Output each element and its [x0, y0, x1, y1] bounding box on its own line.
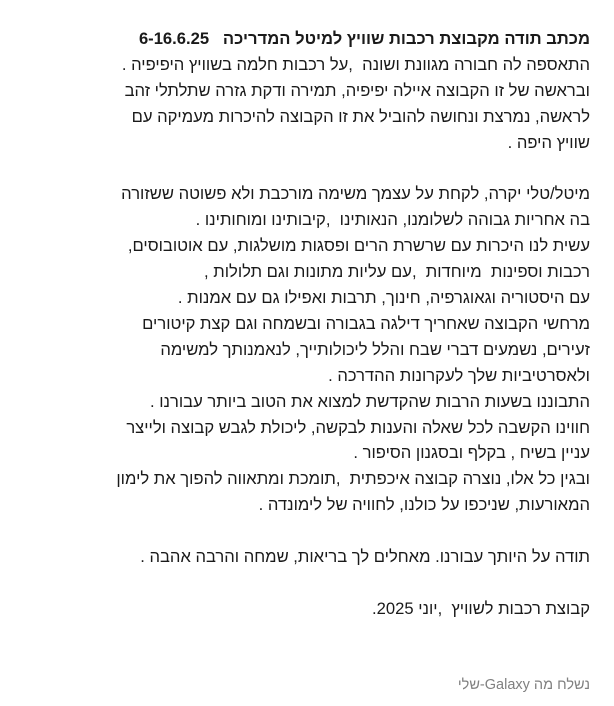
paragraph-spacer — [12, 570, 590, 596]
signature-line: קבוצת רכבות לשוויץ ,יוני 2025. — [372, 598, 590, 618]
paragraph1-line: לראשה, נמרצת ונחושה להוביל את זו הקבוצה להיכרות מעמיקה עם — [131, 106, 590, 126]
paragraph2-line: עם היסטוריה וגאוגרפיה, חינוך, תרבות ואפילו גם עם אמנות . — [177, 288, 590, 308]
paragraph1-line: ובראשה של זו הקבוצה איילה יפיפיה, תמירה ודקת גזרה שתלתלי זהב — [124, 80, 590, 100]
paragraph2-line: רכבות וספינות מיוחדות ,עם עליות מתונות וגם תלולות , — [204, 262, 590, 282]
paragraph2-line: מרחשי הקבוצה שאחריך דילגה בגבורה ובשמחה וגם קצת קיטורים — [142, 313, 590, 333]
paragraph2-line: זעירים, נשמעים דברי שבח והלל ליכולותייך, לנאמנותך למשימה — [160, 339, 590, 359]
paragraph2-line: עשית לנו היכרות עם שרשרת הרים ופסגות מושלגות, עם אוטובוסים, — [127, 236, 590, 256]
paragraph2-line: התבוננו בשעות הרבות שהקדשת למצוא את הטוב ביותר עבורנו . — [150, 391, 590, 411]
paragraph2-line: המאורעות, שניכפו על כולנו, לחוויה של לימונדה . — [258, 495, 590, 515]
paragraph1-line: שוויץ היפה . — [507, 132, 590, 152]
paragraph2-line: בה אחריות גבוהה לשלומנו, הנאותינו ,קיבותינו ומוחותינו . — [195, 210, 590, 230]
paragraph2-line: ולאסרטיביות שלך לעקרונות ההדרכה . — [328, 365, 590, 385]
letter-title-line — [12, 26, 590, 52]
paragraph1-line: התאספה לה חבורה מגוונת ושונה ,על רכבות חלמה בשוויץ היפיפיה . — [121, 54, 590, 74]
closing-line: תודה על היותך עבורנו. מאחלים לך בריאות, שמחה והרבה אהבה . — [140, 547, 590, 567]
letter-body — [12, 26, 590, 622]
paragraph2-line: עניין בשיח , בקלף ובסגנון הסיפור . — [353, 443, 590, 463]
sent-from-footer: נשלח מה Galaxy-שלי — [457, 677, 590, 693]
letter-title-date: 6-16.6.25 — [138, 29, 210, 48]
paragraph-spacer — [12, 518, 590, 544]
paragraph2-line: ובגין כל אלו, נוצרה קבוצה איכפתית ,תומכת ומתאווה להפוך את לימון — [116, 469, 590, 489]
paragraph2-line: חווינו הקשבה לכל שאלה והענות לבקשה, ליכולת לגבש קבוצה ולייצר — [126, 417, 590, 437]
paragraph2-line: מיטל/טלי יקרה, לקחת על עצמך משימה מורכבת ולא פשוטה ששזורה — [121, 184, 590, 204]
letter-title: מכתב תודה מקבוצת רכבות שוויץ למיטל המדריכה — [222, 29, 590, 48]
paragraph-spacer — [12, 156, 590, 182]
